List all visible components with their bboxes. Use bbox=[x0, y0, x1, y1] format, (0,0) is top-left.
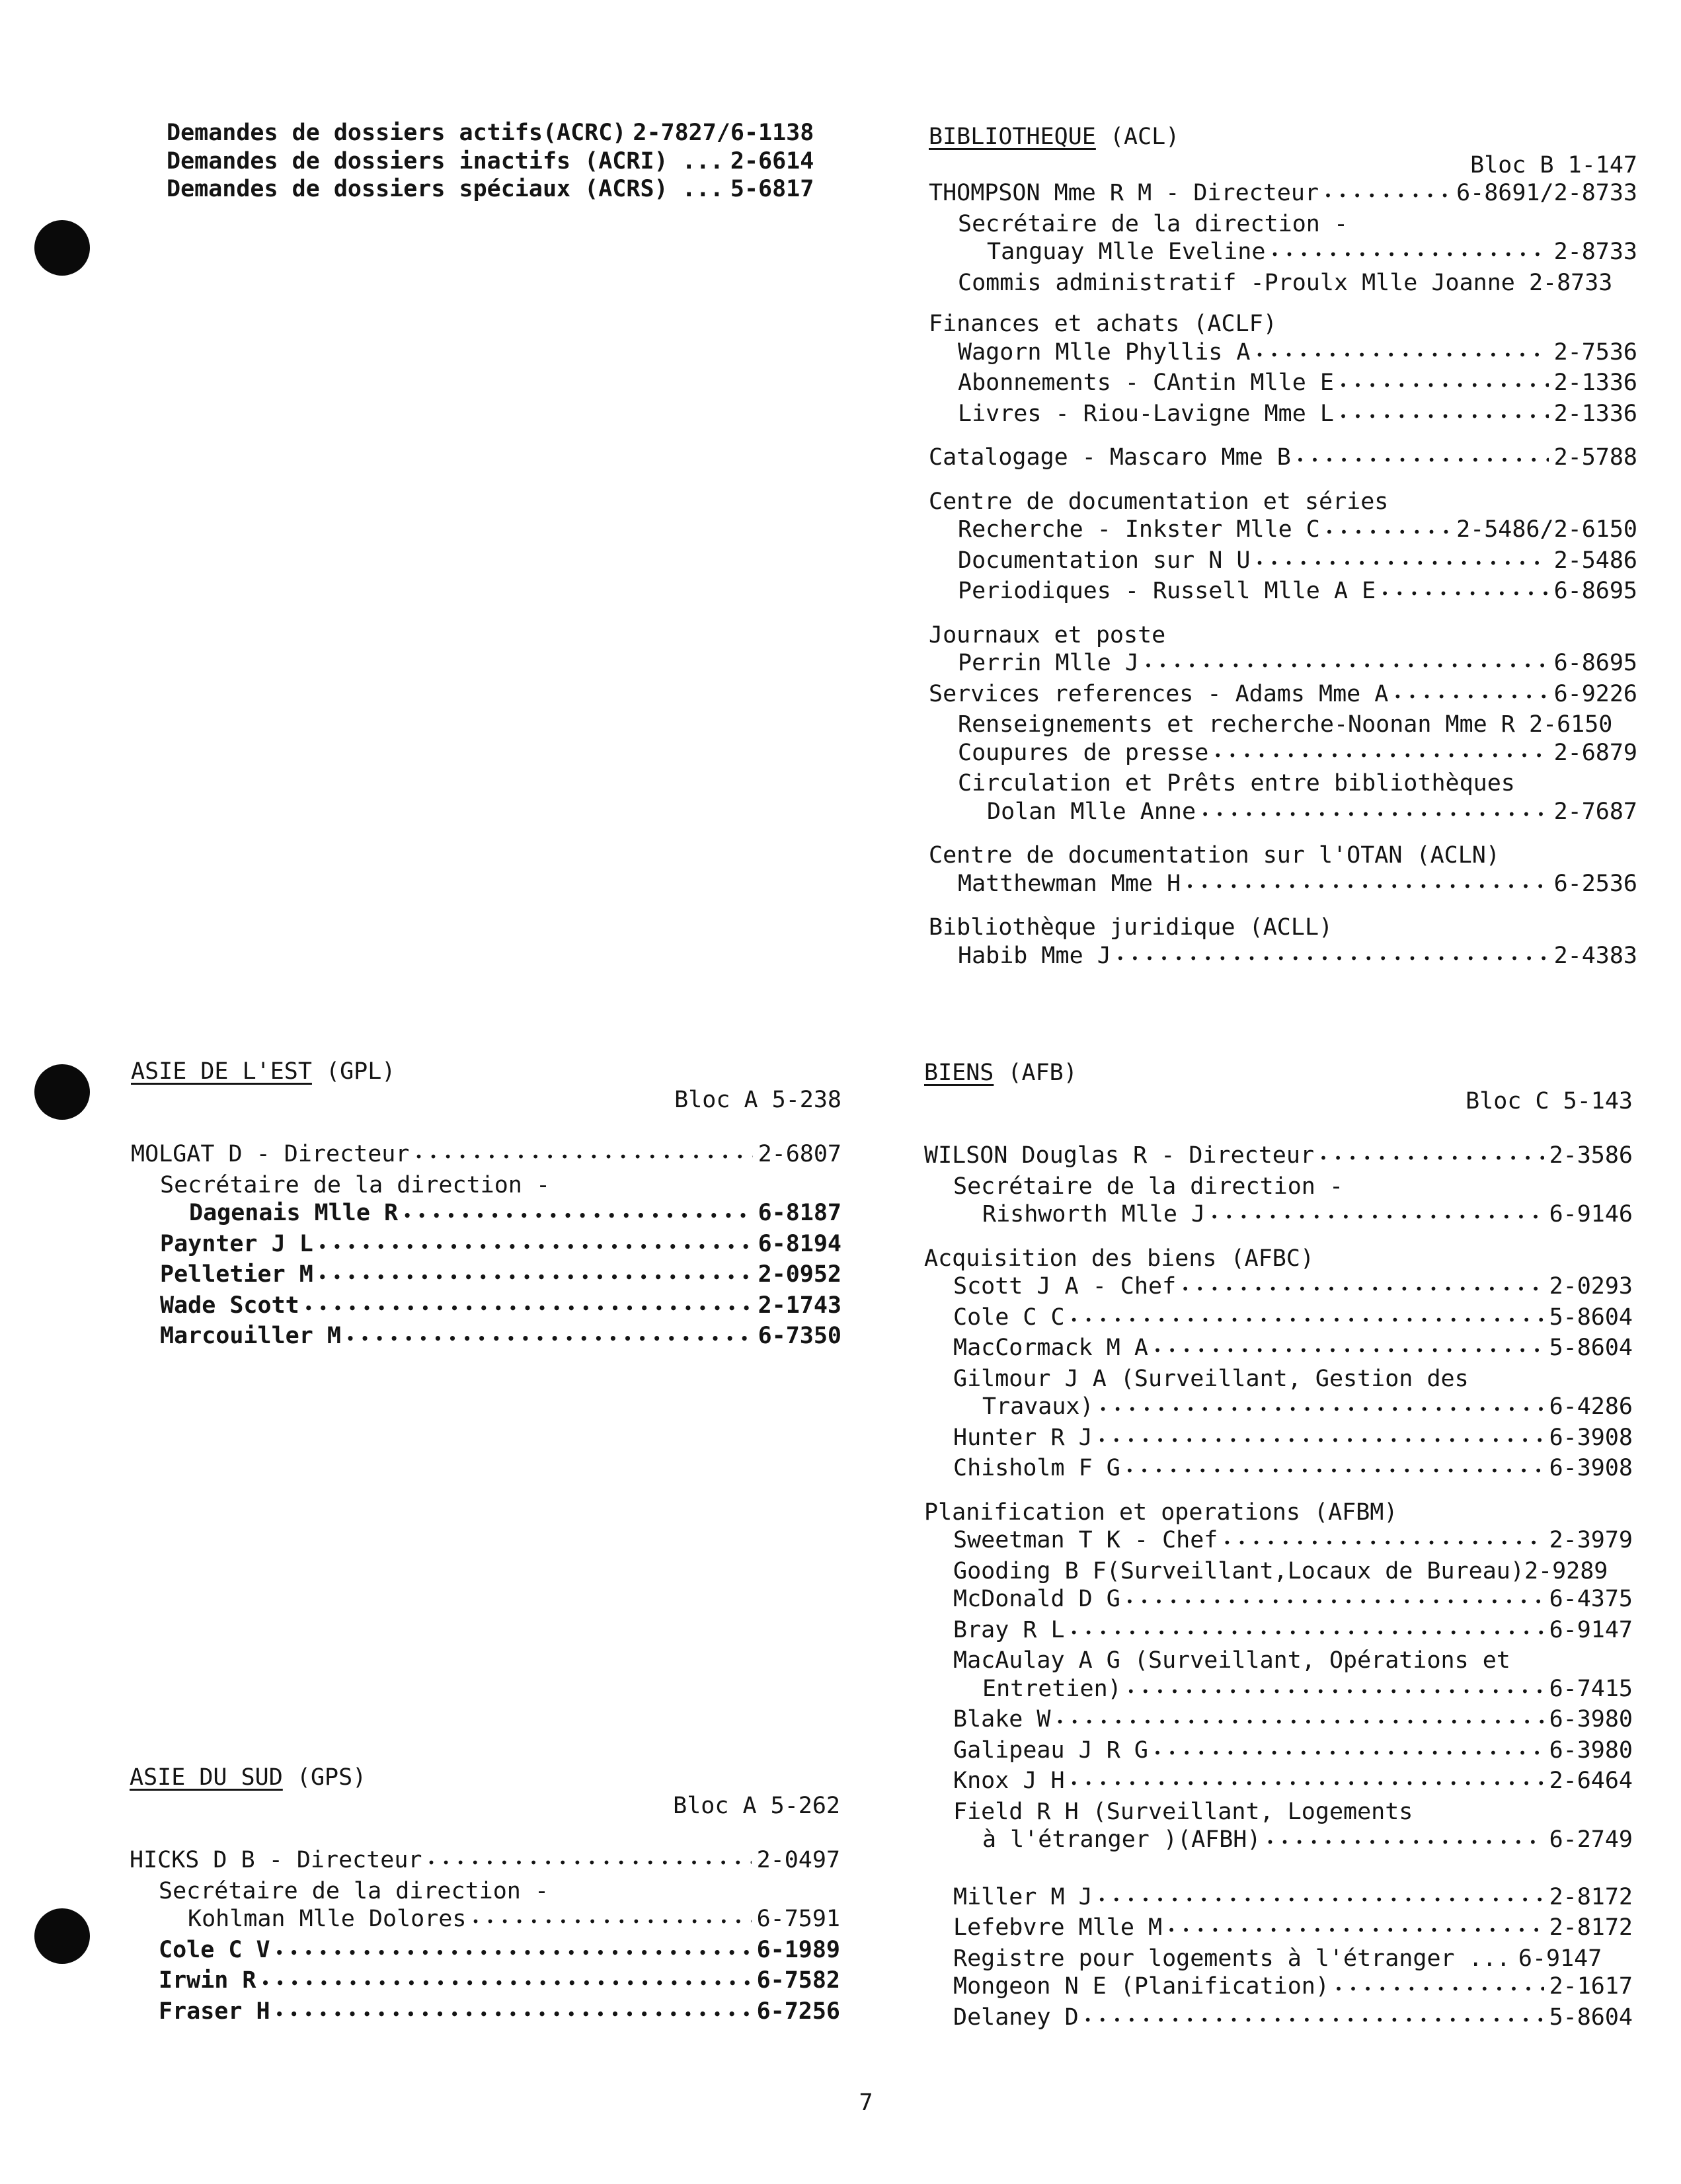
list-item: Chisholm F G • • • 6-3908 bbox=[924, 1454, 1633, 1485]
list-item: Recherche - Inkster Mlle C • • • 2-5486/2-6150 bbox=[929, 516, 1637, 547]
list-item: Irwin R • • • 6-7582 bbox=[130, 1967, 840, 1998]
records-requests bbox=[167, 119, 847, 204]
list-item: Hunter R J • • • 6-3908 bbox=[924, 1424, 1633, 1455]
list-item: Cole C C • • • 5-8604 bbox=[924, 1304, 1633, 1335]
list-item: Periodiques - Russell Mlle A E • • • 6-8695 bbox=[929, 577, 1637, 608]
section-asie-est bbox=[131, 1058, 841, 1353]
list-item: Registre pour logements à l'étranger ... 6-9147 bbox=[953, 1945, 1602, 1972]
subsection-title: Journaux et poste bbox=[929, 621, 1166, 648]
list-item: Travaux) • • • 6-4286 bbox=[924, 1393, 1633, 1424]
list-item: Wade Scott • • • 2-1743 bbox=[131, 1292, 841, 1323]
list-item: Galipeau J R G • • • 6-3980 bbox=[924, 1736, 1633, 1768]
list-item: Renseignements et recherche-Noonan Mme R 2-6150 bbox=[958, 711, 1613, 738]
list-item: Miller M J • • • 2-8172 bbox=[924, 1883, 1633, 1914]
list-item: Coupures de presse • • • 2-6879 bbox=[929, 739, 1637, 770]
list-item: Mongeon N E (Planification) • • • 2-1617 bbox=[924, 1972, 1633, 2004]
list-item: Demandes de dossiers actifs(ACRC) 2-7827/6-1138 bbox=[167, 120, 814, 146]
list-item: Demandes de dossiers spéciaux (ACRS) ... 5-6817 bbox=[167, 176, 814, 202]
list-item: WILSON Douglas R - Directeur • • • 2-3586 bbox=[924, 1142, 1633, 1173]
list-item: Secrétaire de la direction - bbox=[953, 1173, 1344, 1200]
list-item: MOLGAT D - Directeur • • • 2-6807 bbox=[131, 1140, 841, 1171]
subsection-title: Centre de documentation sur l'OTAN (ACLN) bbox=[929, 842, 1500, 869]
list-item: Gooding B F(Surveillant,Locaux de Bureau)2-9289 bbox=[953, 1557, 1608, 1584]
list-item: MacAulay A G (Surveillant, Opérations et bbox=[953, 1647, 1510, 1674]
list-item: Entretien) • • • 6-7415 bbox=[924, 1675, 1633, 1706]
section-bibliotheque bbox=[929, 123, 1637, 972]
punch-hole-2 bbox=[34, 1064, 90, 1120]
list-item: Kohlman Mlle Dolores • • • 6-7591 bbox=[130, 1905, 840, 1936]
list-item: Scott J A - Chef • • • 2-0293 bbox=[924, 1272, 1633, 1304]
list-item: Tanguay Mlle Eveline • • • 2-8733 bbox=[929, 238, 1637, 269]
bloc-location: Bloc A 5-262 bbox=[673, 1792, 840, 1819]
list-item: Marcouiller M • • • 6-7350 bbox=[131, 1322, 841, 1353]
list-item: THOMPSON Mme R M - Directeur • • • 6-8691/2-8733 bbox=[929, 179, 1637, 210]
list-item: Cole C V • • • 6-1989 bbox=[130, 1936, 840, 1967]
list-item: Dagenais Mlle R • • • 6-8187 bbox=[131, 1199, 841, 1230]
list-item: Circulation et Prêts entre bibliothèques bbox=[958, 770, 1515, 797]
list-item: Wagorn Mlle Phyllis A • • • 2-7536 bbox=[929, 338, 1637, 370]
section-title: BIENS (AFB) bbox=[924, 1060, 1077, 1086]
punch-hole-3 bbox=[34, 1908, 90, 1964]
punch-hole-1 bbox=[34, 220, 90, 276]
list-item: Blake W • • • 6-3980 bbox=[924, 1705, 1633, 1736]
subsection-title: Acquisition des biens (AFBC) bbox=[924, 1245, 1315, 1272]
list-item: Perrin Mlle J • • • 6-8695 bbox=[929, 649, 1637, 680]
list-item: Lefebvre Mlle M • • • 2-8172 bbox=[924, 1914, 1633, 1945]
list-item: Fraser H • • • 6-7256 bbox=[130, 1998, 840, 2029]
section-biens bbox=[924, 1059, 1633, 2034]
bloc-location: Bloc B 1-147 bbox=[1470, 151, 1637, 178]
list-item: Secrétaire de la direction - bbox=[159, 1877, 549, 1904]
list-item: Matthewman Mme H • • • 6-2536 bbox=[929, 870, 1637, 901]
section-asie-sud bbox=[130, 1764, 840, 2028]
subsection-title: Planification et operations (AFBM) bbox=[924, 1499, 1398, 1526]
list-item: Documentation sur N U • • • 2-5486 bbox=[929, 547, 1637, 578]
list-item: Gilmour J A (Surveillant, Gestion des bbox=[953, 1365, 1469, 1392]
list-item: Pelletier M • • • 2-0952 bbox=[131, 1261, 841, 1292]
list-item: HICKS D B - Directeur • • • 2-0497 bbox=[130, 1846, 840, 1877]
list-item: McDonald D G • • • 6-4375 bbox=[924, 1585, 1633, 1616]
list-item: Field R H (Surveillant, Logements bbox=[953, 1798, 1413, 1825]
section-title: ASIE DE L'EST (GPL) bbox=[131, 1058, 396, 1085]
list-item: Secrétaire de la direction - bbox=[958, 210, 1349, 237]
list-item: Bray R L • • • 6-9147 bbox=[924, 1616, 1633, 1647]
subsection-title: Centre de documentation et séries bbox=[929, 488, 1389, 515]
list-item: Livres - Riou-Lavigne Mme L • • • 2-1336 bbox=[929, 400, 1637, 431]
section-title: BIBLIOTHEQUE (ACL) bbox=[929, 124, 1180, 150]
bloc-location: Bloc C 5-143 bbox=[1466, 1087, 1633, 1114]
page-number: 7 bbox=[859, 2089, 873, 2116]
list-item: Paynter J L • • • 6-8194 bbox=[131, 1230, 841, 1261]
list-item: Abonnements - CAntin Mlle E • • • 2-1336 bbox=[929, 369, 1637, 400]
list-item: Services references - Adams Mme A • • • 6-9226 bbox=[929, 680, 1637, 711]
list-item: Habib Mme J • • • 2-4383 bbox=[929, 942, 1637, 973]
list-item: Commis administratif -Proulx Mlle Joanne 2-8733 bbox=[958, 269, 1613, 296]
list-item: MacCormack M A • • • 5-8604 bbox=[924, 1334, 1633, 1365]
list-item: Secrétaire de la direction - bbox=[160, 1171, 551, 1198]
section-title: ASIE DU SUD (GPS) bbox=[130, 1764, 367, 1791]
list-item: Delaney D • • • 5-8604 bbox=[924, 2004, 1633, 2035]
list-item: Demandes de dossiers inactifs (ACRI) ... 2-6614 bbox=[167, 147, 814, 175]
subsection-title: Finances et achats (ACLF) bbox=[929, 311, 1277, 337]
list-item: à l'étranger )(AFBH) • • • 6-2749 bbox=[924, 1826, 1633, 1857]
bloc-location: Bloc A 5-238 bbox=[674, 1086, 841, 1113]
subsection-title: Bibliothèque juridique (ACLL) bbox=[929, 914, 1333, 941]
list-item: Rishworth Mlle J • • • 6-9146 bbox=[924, 1200, 1633, 1231]
list-item: Knox J H • • • 2-6464 bbox=[924, 1767, 1633, 1798]
list-item: Dolan Mlle Anne • • • 2-7687 bbox=[929, 798, 1637, 829]
list-item: Sweetman T K - Chef • • • 2-3979 bbox=[924, 1526, 1633, 1557]
list-item: Catalogage - Mascaro Mme B • • • 2-5788 bbox=[929, 444, 1637, 475]
